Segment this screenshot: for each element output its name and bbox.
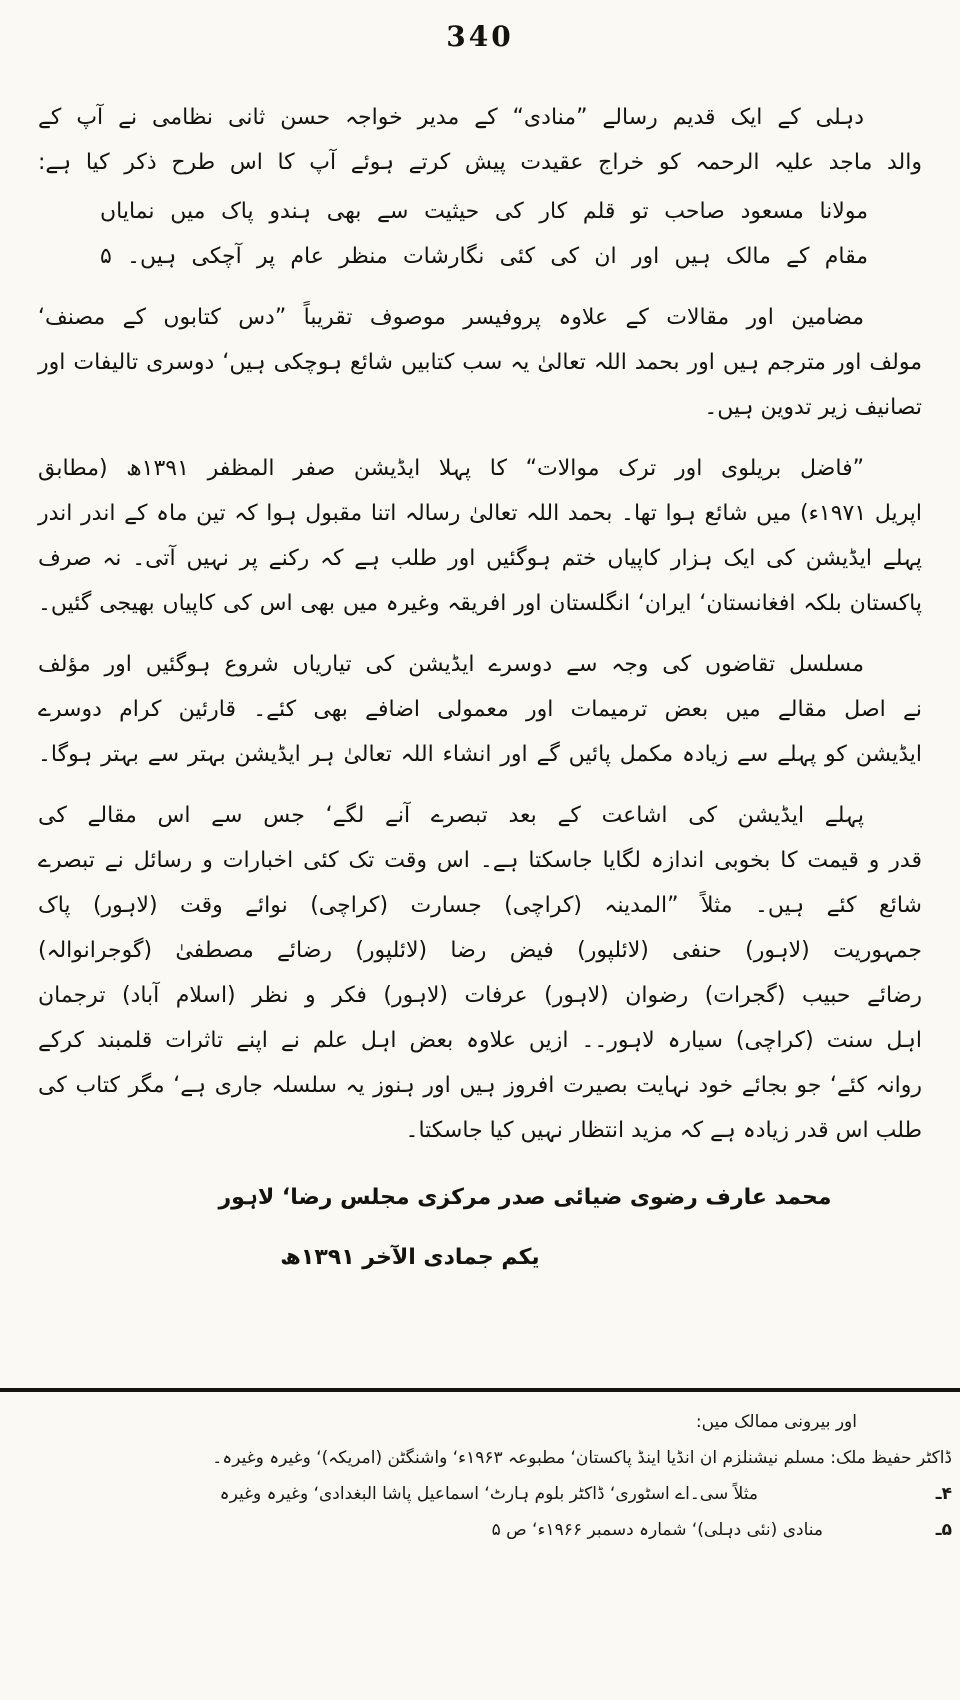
- footnote-row: [30, 1476, 952, 1512]
- footnote-marker: ۴ـ: [935, 1484, 952, 1504]
- text-line: نے اصل مقالے میں بعض ترمیمات اور معمولی اضافے بھی کئے۔ قارئین کرام دوسرے: [38, 697, 922, 722]
- text-line: مضامین اور مقالات کے علاوہ پروفیسر موصوف تقریباً ”دس کتابوں کے مصنف‘: [38, 305, 864, 330]
- footnote-marker: ۵ـ: [935, 1520, 952, 1540]
- text-line: شائع کئے ہیں۔ مثلاً ”المدینہ (کراچی) جسارت (کراچی) نوائے وقت (لاہور) پاک: [38, 893, 922, 918]
- text-line: جمہوریت (لاہور) حنفی (لائلپور) فیض رضا (لائلپور) رضائے مصطفیٰ (گوجرانوالہ): [38, 938, 922, 963]
- main-text: [0, 95, 960, 1285]
- footnotes: [30, 1404, 952, 1548]
- page-number: 340: [446, 20, 514, 53]
- text-line: مقام کے مالک ہیں اور ان کی کئی نگارشات منظر عام پر آچکی ہیں۔ ۵: [100, 244, 868, 269]
- footnote-text: مثلاً سی۔اے اسٹوری‘ ڈاکٹر بلوم ہارٹ‘ اسماعیل پاشا البغدادی‘ وغیرہ وغیرہ: [219, 1484, 758, 1504]
- text-line: طلب اس قدر زیادہ ہے کہ مزید انتظار نہیں کیا جاسکتا۔: [405, 1118, 922, 1143]
- text-line: ایڈیشن کو پہلے سے زیادہ مکمل پائیں گے اور انشاء اللہ تعالیٰ ہر ایڈیشن بہتر سے بہتر ہوگا۔: [38, 742, 922, 767]
- text-line: ”فاضل بریلوی اور ترک موالات“ کا پہلا ایڈیشن صفر المظفر ۱۳۹۱ھ (مطابق: [38, 456, 864, 481]
- signature-name: محمد عارف رضوی ضیائی صدر مرکزی مجلس رضا‘ لاہور: [218, 1185, 832, 1210]
- text-line: پہلے ایڈیشن کی ایک ہزار کاپیاں ختم ہوگئیں اور طلب ہے کہ رکنے پر نہیں آتی۔ نہ صرف: [38, 546, 922, 571]
- footnote-row: اور بیرونی ممالک میں:: [695, 1412, 857, 1432]
- footnote-text: منادی (نئی دہلی)‘ شمارہ دسمبر ۱۹۶۶ء‘ ص ۵: [491, 1520, 823, 1540]
- text-line: پاکستان بلکہ افغانستان‘ ایران‘ انگلستان اور افریقہ وغیرہ میں بھی اس کی کاپیاں بھیجی گئیں۔: [38, 591, 922, 616]
- text-line: اپریل ۱۹۷۱ء) میں شائع ہوا تھا۔ بحمد اللہ تعالیٰ رسالہ اتنا مقبول ہوا کہ تین ماہ کے اندر اندر: [38, 501, 922, 526]
- text-line: روانہ کئے‘ جو بجائے خود نہایت بصیرت افروز ہیں اور ہنوز یہ سلسلہ جاری ہے‘ مگر کتاب کی: [38, 1073, 922, 1098]
- signature-date: یکم جمادی الآخر ۱۳۹۱ھ: [280, 1245, 540, 1270]
- text-line: مسلسل تقاضوں کی وجہ سے دوسرے ایڈیشن کی تیاریاں شروع ہوگئیں اور مؤلف: [38, 652, 864, 677]
- quoted-passage: [38, 189, 922, 279]
- text-line: والد ماجد علیہ الرحمہ کو خراج عقیدت پیش کرتے ہوئے آپ کا اس طرح ذکر کیا ہے:: [38, 150, 922, 175]
- text-line: پہلے ایڈیشن کی اشاعت کے بعد تبصرے آنے لگے‘ جس سے اس مقالے کی: [38, 803, 864, 828]
- footnote-row: ڈاکٹر حفیظ ملک: مسلم نیشنلزم ان انڈیا اینڈ پاکستان‘ مطبوعہ ۱۹۶۳ء‘ واشنگٹن (امریکہ)‘ وغیرہ وغیرہ۔: [212, 1448, 952, 1468]
- text-line: تصانیف زیر تدوین ہیں۔: [704, 395, 922, 420]
- text-line: مولانا مسعود صاحب تو قلم کار کی حیثیت سے بھی ہندو پاک میں نمایاں: [100, 199, 868, 224]
- text-line: قدر و قیمت کا بخوبی اندازہ لگایا جاسکتا ہے۔ اس وقت تک کئی اخبارات و رسائل نے تبصرے: [38, 848, 922, 873]
- text-line: رضائے حبیب (گجرات) رضوان (لاہور) عرفات (لاہور) فکر و نظر (اسلام آباد) ترجمان: [38, 983, 922, 1008]
- footnote-separator: [0, 1388, 960, 1392]
- text-line: مولف اور مترجم ہیں اور بحمد اللہ تعالیٰ یہ سب کتابیں شائع ہوچکی ہیں‘ دوسری تالیفات اور: [38, 350, 922, 375]
- footnote-row: [30, 1512, 952, 1548]
- text-line: اہل سنت (کراچی) سیارہ لاہور۔۔ ازیں علاوہ بعض اہل علم نے اپنے تاثرات قلمبند کرکے: [38, 1028, 922, 1053]
- text-line: دہلی کے ایک قدیم رسالے ”منادی“ کے مدیر خواجہ حسن ثانی نظامی نے آپ کے: [38, 105, 864, 130]
